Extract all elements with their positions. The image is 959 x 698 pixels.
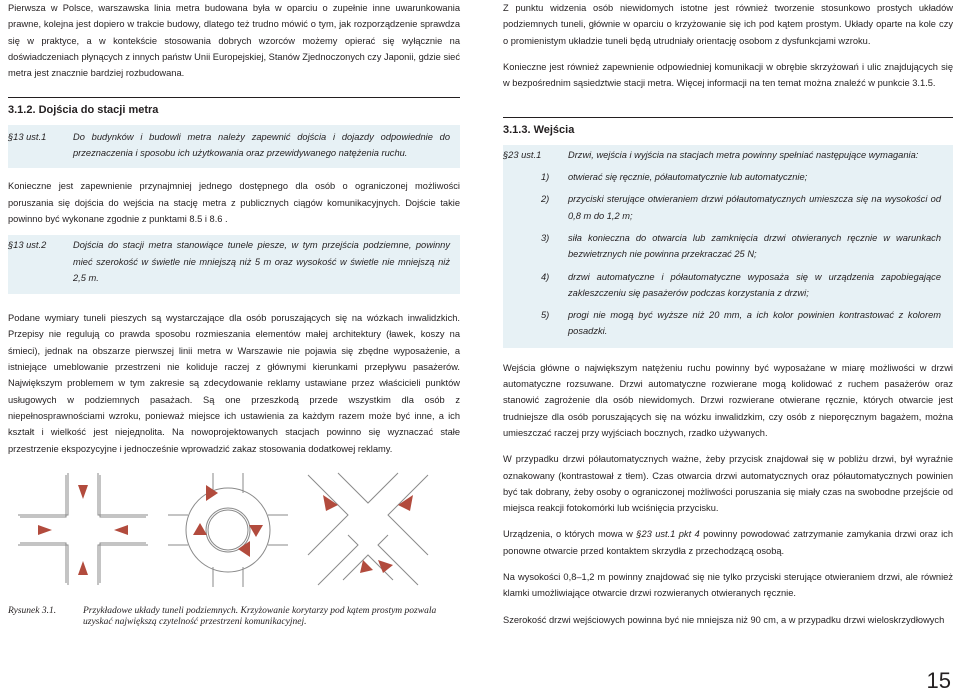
section-divider <box>8 97 460 98</box>
devices-paragraph <box>503 526 953 559</box>
section-title-wejscia: 3.1.3. Wejścia <box>503 124 575 137</box>
list-item <box>541 169 941 185</box>
regulation-box-13-2 <box>8 235 460 294</box>
list-item-text: siła konieczna do otwarcia lub zamknięcia drzwi otwieranych ręcznie w warunkach bezwietrznych nie powinna przekraczać 25 N; <box>568 232 941 260</box>
page-number: 15 <box>926 668 951 693</box>
list-item <box>541 230 941 263</box>
list-item-text: drzwi automatyczne i półautomatyczne wyposaża się w urządzenia zapobiegające zakleszczeniu się pasażerów podczas korzystania z drzwi; <box>568 271 941 298</box>
orientation-paragraph: Z punktu widzenia osób niewidomych istotne jest również tworzenie stosunkowo prostych układów podziemnych tuneli, głównie w oparciu o krzyżowanie się ich pod kątem prostym. Układy oparte na kole czy o promienistym układzie tuneli będą utrudniały orientację osobom z dysfunkcjami wzroku. <box>503 3 953 46</box>
regulation-number: §23 ust.1 <box>503 149 542 160</box>
section-title-dojscia: 3.1.2. Dojścia do stacji metra <box>8 104 159 117</box>
intersections-paragraph: Konieczne jest również zapewnienie odpowiedniej komunikacji w obrębie skrzyżowań i ulic znajdujących się w bezpośrednim sąsiedztwie stacji metra. Więcej informacji na ten temat można znaleźć w punkcie 3.1.5. <box>503 61 953 89</box>
regulation-box-13-1 <box>8 125 460 169</box>
right-column <box>503 0 953 628</box>
main-entrances-paragraph: Wejścia główne o największym natężeniu ruchu powinny być wyposażane w miarę możliwości w drzwi automatyczne rozsuwane. Drzwi automatyczne rozwierane mogą kolidować z ruchem pasażerów oraz stanowić zagrożenie dla osób niewidomych. Drzwi rozwierane otwierane ręcznie, których otwarcie jest trudniejsze dla osób poruszających się na wózku inwalidzkim, czy osób z nieporęcznym bagażem, można umieszczać raczej przy wyjściach bocznych, rzadko używanych. <box>503 362 953 438</box>
regulation-text: Do budynków i budowli metra należy zapewnić dojścia i dojazdy odpowiednie do przeznaczenia i sposobu ich użytkowania oraz przewidywanego natężenia ruchu. <box>73 131 450 159</box>
tunnel-layouts-figure <box>8 465 460 590</box>
list-item-number: 2) <box>541 194 550 205</box>
caption-text: Przykładowe układy tuneli podziemnych. Krzyżowanie korytarzy pod kątem prostym pozwala uzyskać największą czytelność przestrzeni komunikacyjnej. <box>83 605 437 627</box>
list-item-text: otwierać się ręcznie, półautomatycznie lub automatycznie; <box>568 172 808 183</box>
devices-text-start: Urządzenia, o których mowa w <box>503 529 637 540</box>
list-item-text: progi nie mogą być wyższe niż 20 mm, a ich kolor powinien kontrastować z kolorem posadzki. <box>568 310 941 337</box>
regulation-reference: §23 ust.1 pkt 4 <box>636 529 700 540</box>
list-item <box>541 307 941 340</box>
list-item-number: 4) <box>541 271 550 282</box>
regulation-text: Drzwi, wejścia i wyjścia na stacjach metra powinny spełniać następujące wymagania: <box>568 149 919 160</box>
list-item-number: 1) <box>541 172 550 183</box>
height-paragraph: Na wysokości 0,8–1,2 m powinny znajdować się nie tylko przyciski sterujące otwieraniem drzwi, ale również klamki umożliwiające otwarcie drzwi rozwieranych otwieranych ręcznie. <box>503 572 953 599</box>
caption-label: Rysunek 3.1. <box>8 605 57 616</box>
regulation-text: Dojścia do stacji metra stanowiące tunele piesze, w tym przejścia podziemne, powinny mieć szerokość w świetle nie mniejszą niż 5 m oraz wysokość w świetle nie mniejszą niż 2,5 m. <box>73 240 450 283</box>
devices-text-end: powinny powodować zatrzymanie zamykania drzwi oraz ich ponowne otwarcie przed kontaktem skrzydła z przechodzącą osobą. <box>503 529 953 556</box>
regulation-box-23-1 <box>503 145 953 348</box>
door-width-paragraph: Szerokość drzwi wejściowych powinna być nie mniejsza niż 90 cm, a w przypadku drzwi wieloskrzydłowych <box>503 614 945 625</box>
requirements-list <box>503 169 953 340</box>
intro-paragraph: Pierwsza w Polsce, warszawska linia metra budowana była w oparciu o zupełnie inne uwarunkowania prawne, kolejna jest dopiero w trakcie budowy, dlatego też trudno mówić o tym, jak rozporządzenie sprawdza się w praktyce, a w kontekście stosowania dobrych wzorców możemy opierać się wyłącznie na doświadczeniach płynących z innych państw Unii Europejskiej, Stanów Zjednoczonych czy Japonii, gdzie sieć metra jest znacznie bardziej rozbudowana. <box>8 3 460 79</box>
accessibility-paragraph: Konieczne jest zapewnienie przynajmniej jednego dostępnego dla osób o ograniczonej możliwości poruszania się dojścia do wejścia na stację metra z publicznych ciągów komunikacyjnych. Dojście takie powinno być wykonane zgodnie z punktami 8.5 i 8.6 . <box>8 181 460 224</box>
left-column <box>8 0 460 628</box>
list-item <box>541 269 941 302</box>
tunnel-dimensions-paragraph: Podane wymiary tuneli pieszych są wystarczające dla osób poruszających się na wózkach inwalidzkich. Przepisy nie regulują co prawda sposobu rozmieszania elementów małej architektury (ławek, koszy na śmieci), jednak na obszarze pierwszej linii metra w Warszawie nie pojawia się zbędne wyposażenie, a istniejące umeblowanie przestrzeni nie koliduje raczej z głównymi kierunkami przepływu pasażerów. Największym problemem w tym zakresie są zdecydowanie reklamy ustawiane przez właścicieli punktów usługowych w podziemnych pasażach. Są one przeszkodą przede wszystkim dla osób z niepełnosprawnościami wzroku, ponieważ miejsce ich ustawienia za każdym razem może być inne, a ich kształt i wielkość jest nieједnolita. Na nowoprojektowanych stacjach powinno się wyznaczać stałe przestrzenie ekspozycyjne i jednocześnie wprowadzić zakaz stosowania dodatkowej reklamy. <box>8 313 460 454</box>
semi-automatic-doors-paragraph: W przypadku drzwi półautomatycznych ważne, żeby przycisk znajdował się w pobliżu drzwi, był wyraźnie oznakowany (kontrastował z tłem). Czas otwarcia drzwi automatycznych oraz półautomatycznych powinien być tak dobrany, żeby osoby o ograniczonej możliwości poruszania się miały czas na swobodne przejście od miejsca reakcji fotokomórki lub wciśnięcia przycisku. <box>503 454 953 514</box>
list-item-number: 5) <box>541 310 550 321</box>
regulation-number: §13 ust.2 <box>8 240 47 251</box>
list-item-text: przyciski sterujące otwieraniem drzwi półautomatycznych umieszcza się na wysokości od 0,8 m do 1,2 m; <box>568 194 941 221</box>
regulation-number: §13 ust.1 <box>8 131 47 142</box>
section-divider <box>503 117 953 118</box>
figure-caption <box>8 606 460 628</box>
list-item <box>541 191 941 224</box>
list-item-number: 3) <box>541 232 550 243</box>
